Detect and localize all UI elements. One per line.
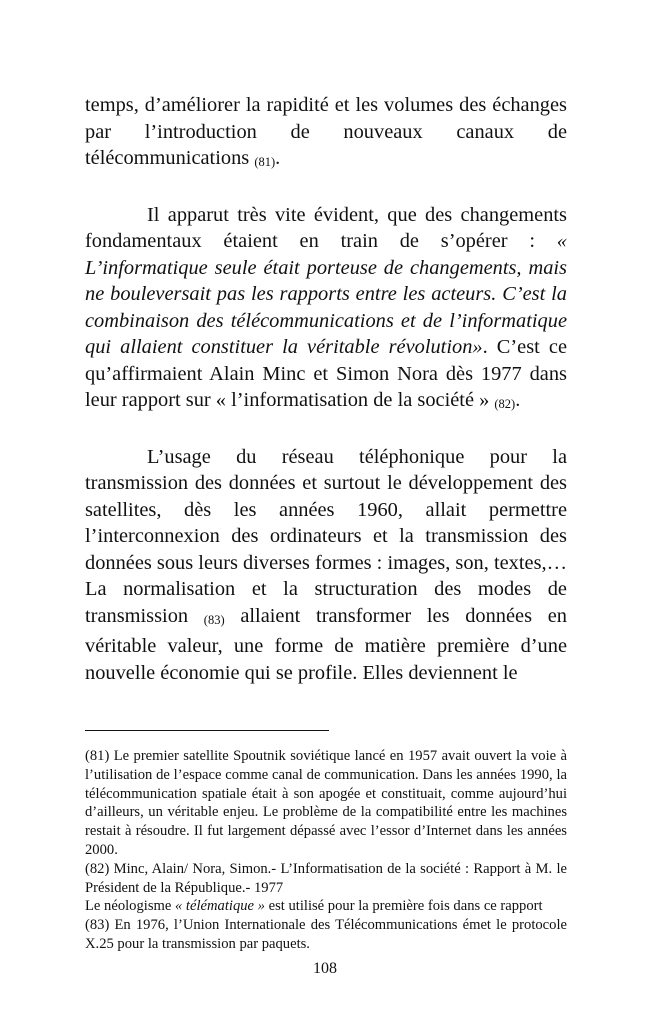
- footnote-82-note-before: Le néologisme: [85, 898, 175, 915]
- footnote-ref-83[interactable]: (83): [203, 612, 225, 627]
- page-number: 108: [313, 960, 337, 977]
- paragraph-3-text-b: allaient transformer les données en véritable valeur, une forme de matière première d’une nouvelle économie qui se profile. Elles deviennent le: [85, 604, 567, 684]
- body-text: [85, 92, 567, 686]
- footnote-83: (83) En 1976, l’Union Internationale des Télécommunications émet le protocole X.25 pour la transmission par paquets.: [85, 917, 567, 952]
- footnote-separator: [85, 730, 329, 731]
- footnote-82: (82) Minc, Alain/ Nora, Simon.- L’Informatisation de la société : Rapport à M. le Président de la République.- 1977: [85, 860, 567, 896]
- footnote-ref-81[interactable]: (81): [254, 155, 276, 169]
- paragraph-2-after: . C’est ce qu’affirmaient Alain Minc et Simon Nora dès 1977 dans leur rapport sur « l’informatisation de la société »: [85, 336, 567, 411]
- paragraph-2-quote: « L’informatique seule était porteuse de changements, mais ne bouleversait pas les rapports entre les acteurs. C’est la combinaison des télécommunications et de l’informatique qui allaient constituer la véritable révolution»: [85, 230, 567, 358]
- paragraph-2: [85, 202, 567, 418]
- paragraph-3-text-a: L’usage du réseau téléphonique pour la transmission des données et surtout le développement des satellites, dès les années 1960, allait permettre l’interconnexion des ordinateurs et la transmission des données sous leurs diverses formes : images, son, textes,… La normalisation et la structuration des modes de transmission: [85, 445, 567, 627]
- footnote-82-note-term: « télématique »: [174, 898, 265, 915]
- footnote-82-note: [85, 897, 567, 916]
- footnote-82-note-after: est utilisé pour la première fois dans ce rapport: [264, 898, 543, 915]
- footnote-81: (81) Le premier satellite Spoutnik soviétique lancé en 1957 avait ouvert la voie à l’utilisation de l’espace comme canal de communication. Dans les années 1990, la télécommunication spatiale était à son apogée et constituait, comme aujourd’hui d’ailleurs, un véritable enjeu. Le problème de la compatibilité entre les machines restait à résoudre. Il fut largement dépassé avec l’essor d’Internet dans les années 2000.: [85, 748, 567, 858]
- paragraph-3: [85, 444, 567, 687]
- paragraph-1-end: .: [275, 147, 281, 169]
- paragraph-1: [85, 92, 567, 176]
- paragraph-1-text: temps, d’améliorer la rapidité et les volumes des échanges par l’introduction de nouveaux canaux de télécommunications: [85, 94, 567, 169]
- footnote-ref-82[interactable]: (82): [494, 397, 516, 411]
- footnotes: [85, 747, 567, 954]
- paragraph-2-intro: Il apparut très vite évident, que des changements fondamentaux étaient en train de s’opérer :: [85, 203, 567, 252]
- paragraph-2-end: .: [515, 389, 521, 411]
- page-content: [85, 92, 567, 954]
